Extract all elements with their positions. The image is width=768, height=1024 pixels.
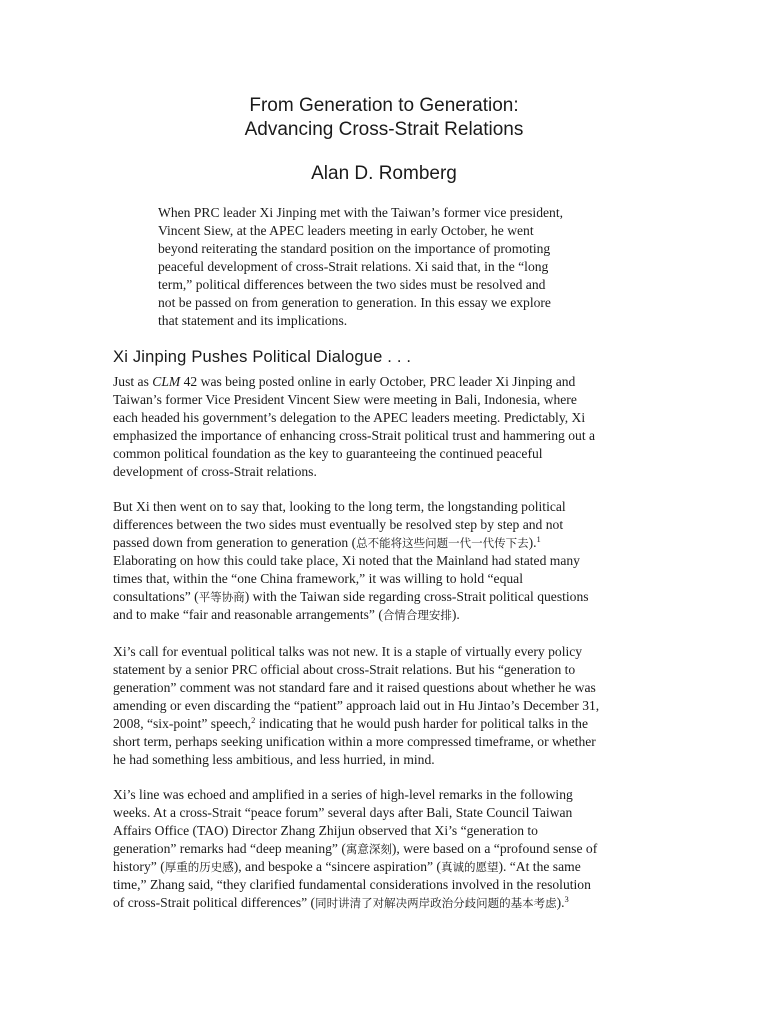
body-line: passed down from generation to generation (总不能将这些问题一代一代传下去).$^1$ [113, 534, 541, 550]
body-line: generation” comment was not standard fare and it raised questions about whether he was [113, 680, 596, 695]
body-line: he had something less ambitious, and less hurried, in mind. [113, 752, 435, 767]
paragraph-1 [113, 373, 653, 481]
body-line: But Xi then went on to say that, looking to the long term, the longstanding political [113, 499, 566, 514]
body-line: amending or even discarding the “patient” approach laid out in Hu Jintao’s December 31, [113, 698, 600, 713]
body-line: time,” Zhang said, “they clarified fundamental considerations involved in the resolution [113, 877, 591, 892]
body-line: each headed his government’s delegation to the APEC leaders meeting. Predictably, Xi [113, 410, 586, 425]
abstract-line: not be passed on from generation to generation. In this essay we explore [158, 295, 551, 310]
footnote-ref[interactable]: 1 [536, 534, 541, 544]
body-line: Affairs Office (TAO) Director Zhang Zhijun observed that Xi’s “generation to [113, 823, 538, 838]
chinese-text: 同时讲清了对解决两岸政治分歧问题的基本考虑 [315, 896, 557, 910]
body-line: times that, within the “one China framework,” it was willing to hold “equal [113, 571, 523, 586]
section-heading: Xi Jinping Pushes Political Dialogue . . . [113, 348, 412, 366]
chinese-text: 寓意深刻 [345, 842, 392, 856]
abstract-line: beyond reiterating the standard position on the importance of promoting [158, 241, 551, 256]
body-line: 2008, “six-point” speech,$^2$ indicating that he would push harder for political talks in the [113, 715, 589, 731]
body-line: consultations” (平等协商) with the Taiwan side regarding cross-Strait political questions [113, 589, 589, 604]
paper-title [0, 94, 768, 142]
body-line: Elaborating on how this could take place, Xi noted that the Mainland had stated many [113, 553, 580, 568]
abstract-line: that statement and its implications. [158, 313, 348, 328]
body-line: generation” remarks had “deep meaning” (寓意深刻), were based on a “profound sense of [113, 841, 598, 856]
body-line: development of cross-Strait relations. [113, 464, 317, 479]
body-line: Xi’s line was echoed and amplified in a series of high-level remarks in the following [113, 787, 573, 802]
body-line: short term, perhaps seeking unification within a more compressed timeframe, or whether [113, 734, 596, 749]
abstract-line: term,” political differences between the two sides must be resolved and [158, 277, 546, 292]
title-line-2: Advancing Cross-Strait Relations [244, 119, 524, 140]
abstract [158, 204, 618, 330]
abstract-line: peaceful development of cross-Strait relations. Xi said that, in the “long [158, 259, 549, 274]
body-line: and to make “fair and reasonable arrangements” (合情合理安排). [113, 607, 460, 622]
body-line: differences between the two sides must eventually be resolved step by step and not [113, 517, 564, 532]
footnote-ref[interactable]: 3 [564, 894, 569, 904]
body-line: statement by a senior PRC official about cross-Strait relations. But his “generation to [113, 662, 576, 677]
abstract-line: Vincent Siew, at the APEC leaders meeting in early October, he went [158, 223, 534, 238]
author-name: Alan D. Romberg [311, 163, 457, 184]
abstract-line: When PRC leader Xi Jinping met with the Taiwan’s former vice president, [158, 205, 564, 220]
title-line-1: From Generation to Generation: [249, 95, 519, 116]
body-line: of cross-Strait political differences” (同时讲清了对解决两岸政治分歧问题的基本考虑).$^3$ [113, 894, 569, 910]
body-line: Xi’s call for eventual political talks was not new. It is a staple of virtually every policy [113, 644, 583, 659]
chinese-text: 总不能将这些问题一代一代传下去 [356, 536, 529, 550]
journal-title: CLM [152, 374, 181, 389]
chinese-text: 合情合理安排 [382, 608, 452, 622]
body-line: common political foundation as the key to guaranteeing the continued peaceful [113, 446, 543, 461]
paragraph-4 [113, 786, 653, 912]
body-line: emphasized the importance of enhancing cross-Strait political trust and hammering out a [113, 428, 596, 443]
chinese-text: 平等协商 [198, 590, 245, 604]
chinese-text: 真诚的愿望 [440, 860, 499, 874]
body-line: weeks. At a cross-Strait “peace forum” several days after Bali, State Council Taiwan [113, 805, 573, 820]
paragraph-2 [113, 498, 653, 624]
body-line: history” (厚重的历史感), and bespoke a “sincere aspiration” (真诚的愿望). “At the same [113, 859, 581, 874]
footnote-ref[interactable]: 2 [251, 715, 256, 725]
body-line: Just as CLM 42 was being posted online in early October, PRC leader Xi Jinping and [113, 374, 576, 389]
body-line: Taiwan’s former Vice President Vincent Siew were meeting in Bali, Indonesia, where [113, 392, 577, 407]
chinese-text: 厚重的历史感 [164, 860, 234, 874]
paragraph-3 [113, 643, 653, 769]
